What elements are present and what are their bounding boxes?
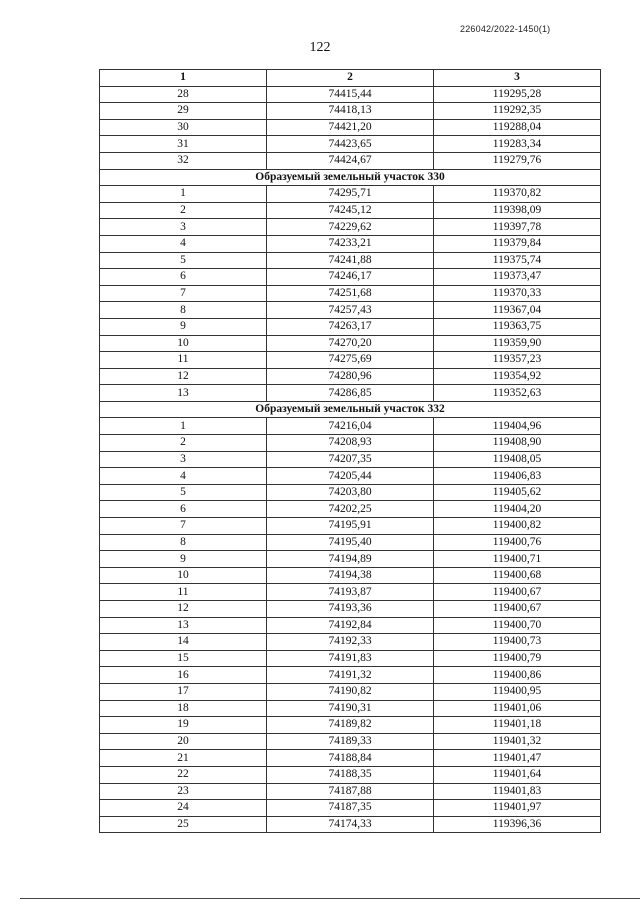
coordinate-x-cell: 74424,67	[267, 152, 434, 169]
coordinate-x-cell: 74174,33	[267, 816, 434, 833]
coordinate-y-cell: 119401,64	[434, 766, 601, 783]
coordinate-y-cell: 119401,18	[434, 717, 601, 734]
point-number-cell: 12	[100, 601, 267, 618]
table-row	[100, 352, 601, 369]
table-row	[100, 385, 601, 402]
table-row	[100, 584, 601, 601]
point-number-cell: 6	[100, 501, 267, 518]
coordinate-y-cell: 119400,82	[434, 518, 601, 535]
column-header-3: 3	[434, 70, 601, 87]
point-number-cell: 12	[100, 368, 267, 385]
coordinate-x-cell: 74194,89	[267, 551, 434, 568]
coordinate-y-cell: 119405,62	[434, 484, 601, 501]
coordinate-y-cell: 119363,75	[434, 318, 601, 335]
point-number-cell: 8	[100, 534, 267, 551]
point-number-cell: 6	[100, 269, 267, 286]
point-number-cell: 3	[100, 451, 267, 468]
table-row	[100, 252, 601, 269]
coordinate-x-cell: 74423,65	[267, 136, 434, 153]
table-row	[100, 800, 601, 817]
table-row	[100, 235, 601, 252]
point-number-cell: 3	[100, 219, 267, 236]
table-row	[100, 318, 601, 335]
table-row	[100, 152, 601, 169]
section-title: Образуемый земельный участок 332	[100, 401, 601, 418]
section-title-row	[100, 401, 601, 418]
document-id: 226042/2022-1450(1)	[460, 24, 551, 34]
coordinate-x-cell: 74421,20	[267, 119, 434, 136]
point-number-cell: 28	[100, 86, 267, 103]
point-number-cell: 13	[100, 385, 267, 402]
coordinate-y-cell: 119400,86	[434, 667, 601, 684]
point-number-cell: 30	[100, 119, 267, 136]
coordinate-x-cell: 74187,35	[267, 800, 434, 817]
table-row	[100, 650, 601, 667]
coordinate-x-cell: 74192,33	[267, 634, 434, 651]
coordinate-y-cell: 119408,05	[434, 451, 601, 468]
table-header-row	[100, 70, 601, 87]
coordinate-y-cell: 119292,35	[434, 103, 601, 120]
coordinate-y-cell: 119279,76	[434, 152, 601, 169]
coordinate-x-cell: 74190,82	[267, 683, 434, 700]
point-number-cell: 23	[100, 783, 267, 800]
table-row	[100, 335, 601, 352]
coordinate-x-cell: 74207,35	[267, 451, 434, 468]
coordinate-x-cell: 74205,44	[267, 468, 434, 485]
coordinate-x-cell: 74189,33	[267, 733, 434, 750]
point-number-cell: 20	[100, 733, 267, 750]
point-number-cell: 5	[100, 252, 267, 269]
coordinate-x-cell: 74203,80	[267, 484, 434, 501]
coordinate-y-cell: 119401,06	[434, 700, 601, 717]
table-row	[100, 219, 601, 236]
point-number-cell: 9	[100, 318, 267, 335]
point-number-cell: 7	[100, 285, 267, 302]
coordinate-x-cell: 74233,21	[267, 235, 434, 252]
point-number-cell: 10	[100, 567, 267, 584]
point-number-cell: 1	[100, 418, 267, 435]
table-row	[100, 202, 601, 219]
table-row	[100, 551, 601, 568]
point-number-cell: 5	[100, 484, 267, 501]
coordinate-y-cell: 119400,67	[434, 601, 601, 618]
table-row	[100, 435, 601, 452]
table-row	[100, 667, 601, 684]
page-bottom-rule	[20, 898, 640, 899]
point-number-cell: 25	[100, 816, 267, 833]
table-row	[100, 269, 601, 286]
point-number-cell: 8	[100, 302, 267, 319]
table-row	[100, 683, 601, 700]
section-title-row	[100, 169, 601, 186]
coordinates-table	[99, 69, 601, 833]
coordinate-y-cell: 119379,84	[434, 235, 601, 252]
coordinate-y-cell: 119375,74	[434, 252, 601, 269]
table-row	[100, 534, 601, 551]
point-number-cell: 31	[100, 136, 267, 153]
table-row	[100, 86, 601, 103]
table-row	[100, 418, 601, 435]
coordinate-y-cell: 119373,47	[434, 269, 601, 286]
coordinate-x-cell: 74190,31	[267, 700, 434, 717]
coordinate-y-cell: 119367,04	[434, 302, 601, 319]
coordinate-y-cell: 119408,90	[434, 435, 601, 452]
coordinate-x-cell: 74189,82	[267, 717, 434, 734]
column-header-1: 1	[100, 70, 267, 87]
coordinate-x-cell: 74257,43	[267, 302, 434, 319]
point-number-cell: 4	[100, 235, 267, 252]
coordinate-y-cell: 119370,82	[434, 186, 601, 203]
coordinate-x-cell: 74192,84	[267, 617, 434, 634]
coordinate-y-cell: 119400,76	[434, 534, 601, 551]
point-number-cell: 1	[100, 186, 267, 203]
coordinate-x-cell: 74270,20	[267, 335, 434, 352]
coordinate-x-cell: 74245,12	[267, 202, 434, 219]
coordinate-y-cell: 119400,95	[434, 683, 601, 700]
table-row	[100, 750, 601, 767]
page-number: 122	[309, 40, 331, 55]
table-row	[100, 601, 601, 618]
point-number-cell: 10	[100, 335, 267, 352]
coordinate-x-cell: 74246,17	[267, 269, 434, 286]
coordinate-y-cell: 119359,90	[434, 335, 601, 352]
coordinate-x-cell: 74187,88	[267, 783, 434, 800]
coordinate-y-cell: 119352,63	[434, 385, 601, 402]
coordinate-y-cell: 119404,96	[434, 418, 601, 435]
table-row	[100, 766, 601, 783]
coordinate-x-cell: 74415,44	[267, 86, 434, 103]
coordinate-y-cell: 119370,33	[434, 285, 601, 302]
section-title: Образуемый земельный участок 330	[100, 169, 601, 186]
table-row	[100, 816, 601, 833]
coordinate-x-cell: 74295,71	[267, 186, 434, 203]
coordinate-y-cell: 119295,28	[434, 86, 601, 103]
coordinate-y-cell: 119401,97	[434, 800, 601, 817]
coordinate-x-cell: 74286,85	[267, 385, 434, 402]
coordinate-x-cell: 74193,87	[267, 584, 434, 601]
point-number-cell: 7	[100, 518, 267, 535]
coordinate-y-cell: 119288,04	[434, 119, 601, 136]
point-number-cell: 21	[100, 750, 267, 767]
coordinate-x-cell: 74263,17	[267, 318, 434, 335]
coordinate-y-cell: 119406,83	[434, 468, 601, 485]
coordinate-x-cell: 74195,40	[267, 534, 434, 551]
coordinate-x-cell: 74188,35	[267, 766, 434, 783]
point-number-cell: 11	[100, 584, 267, 601]
point-number-cell: 2	[100, 435, 267, 452]
coordinate-x-cell: 74191,32	[267, 667, 434, 684]
table-row	[100, 468, 601, 485]
coordinate-x-cell: 74216,04	[267, 418, 434, 435]
point-number-cell: 22	[100, 766, 267, 783]
column-header-2: 2	[267, 70, 434, 87]
point-number-cell: 16	[100, 667, 267, 684]
point-number-cell: 11	[100, 352, 267, 369]
table-row	[100, 783, 601, 800]
coordinate-x-cell: 74241,88	[267, 252, 434, 269]
coordinate-y-cell: 119401,32	[434, 733, 601, 750]
coordinate-x-cell: 74418,13	[267, 103, 434, 120]
coordinate-y-cell: 119400,68	[434, 567, 601, 584]
point-number-cell: 15	[100, 650, 267, 667]
coordinate-x-cell: 74229,62	[267, 219, 434, 236]
coordinate-x-cell: 74191,83	[267, 650, 434, 667]
coordinate-x-cell: 74280,96	[267, 368, 434, 385]
table-body	[100, 86, 601, 833]
table-row	[100, 518, 601, 535]
coordinate-x-cell: 74194,38	[267, 567, 434, 584]
table-row	[100, 717, 601, 734]
coordinate-y-cell: 119400,71	[434, 551, 601, 568]
table-row	[100, 634, 601, 651]
coordinate-y-cell: 119400,79	[434, 650, 601, 667]
table-row	[100, 136, 601, 153]
coordinate-x-cell: 74275,69	[267, 352, 434, 369]
table-row	[100, 451, 601, 468]
table-row	[100, 119, 601, 136]
point-number-cell: 14	[100, 634, 267, 651]
coordinate-x-cell: 74251,68	[267, 285, 434, 302]
coordinate-y-cell: 119400,70	[434, 617, 601, 634]
coordinate-x-cell: 74188,84	[267, 750, 434, 767]
point-number-cell: 13	[100, 617, 267, 634]
point-number-cell: 19	[100, 717, 267, 734]
table-row	[100, 186, 601, 203]
point-number-cell: 18	[100, 700, 267, 717]
point-number-cell: 32	[100, 152, 267, 169]
coordinate-y-cell: 119283,34	[434, 136, 601, 153]
point-number-cell: 29	[100, 103, 267, 120]
coordinate-x-cell: 74208,93	[267, 435, 434, 452]
table-row	[100, 733, 601, 750]
coordinate-x-cell: 74202,25	[267, 501, 434, 518]
point-number-cell: 2	[100, 202, 267, 219]
table-row	[100, 103, 601, 120]
table-row	[100, 368, 601, 385]
point-number-cell: 24	[100, 800, 267, 817]
table-row	[100, 617, 601, 634]
coordinate-y-cell: 119398,09	[434, 202, 601, 219]
coordinate-y-cell: 119404,20	[434, 501, 601, 518]
point-number-cell: 17	[100, 683, 267, 700]
point-number-cell: 9	[100, 551, 267, 568]
table-row	[100, 484, 601, 501]
coordinate-x-cell: 74195,91	[267, 518, 434, 535]
table-row	[100, 501, 601, 518]
table-row	[100, 567, 601, 584]
coordinate-y-cell: 119396,36	[434, 816, 601, 833]
coordinate-y-cell: 119400,67	[434, 584, 601, 601]
coordinate-y-cell: 119400,73	[434, 634, 601, 651]
table-row	[100, 700, 601, 717]
coordinate-y-cell: 119357,23	[434, 352, 601, 369]
coordinate-y-cell: 119401,83	[434, 783, 601, 800]
table-row	[100, 302, 601, 319]
coordinate-y-cell: 119354,92	[434, 368, 601, 385]
coordinate-x-cell: 74193,36	[267, 601, 434, 618]
table-row	[100, 285, 601, 302]
coordinate-y-cell: 119401,47	[434, 750, 601, 767]
point-number-cell: 4	[100, 468, 267, 485]
coordinate-y-cell: 119397,78	[434, 219, 601, 236]
